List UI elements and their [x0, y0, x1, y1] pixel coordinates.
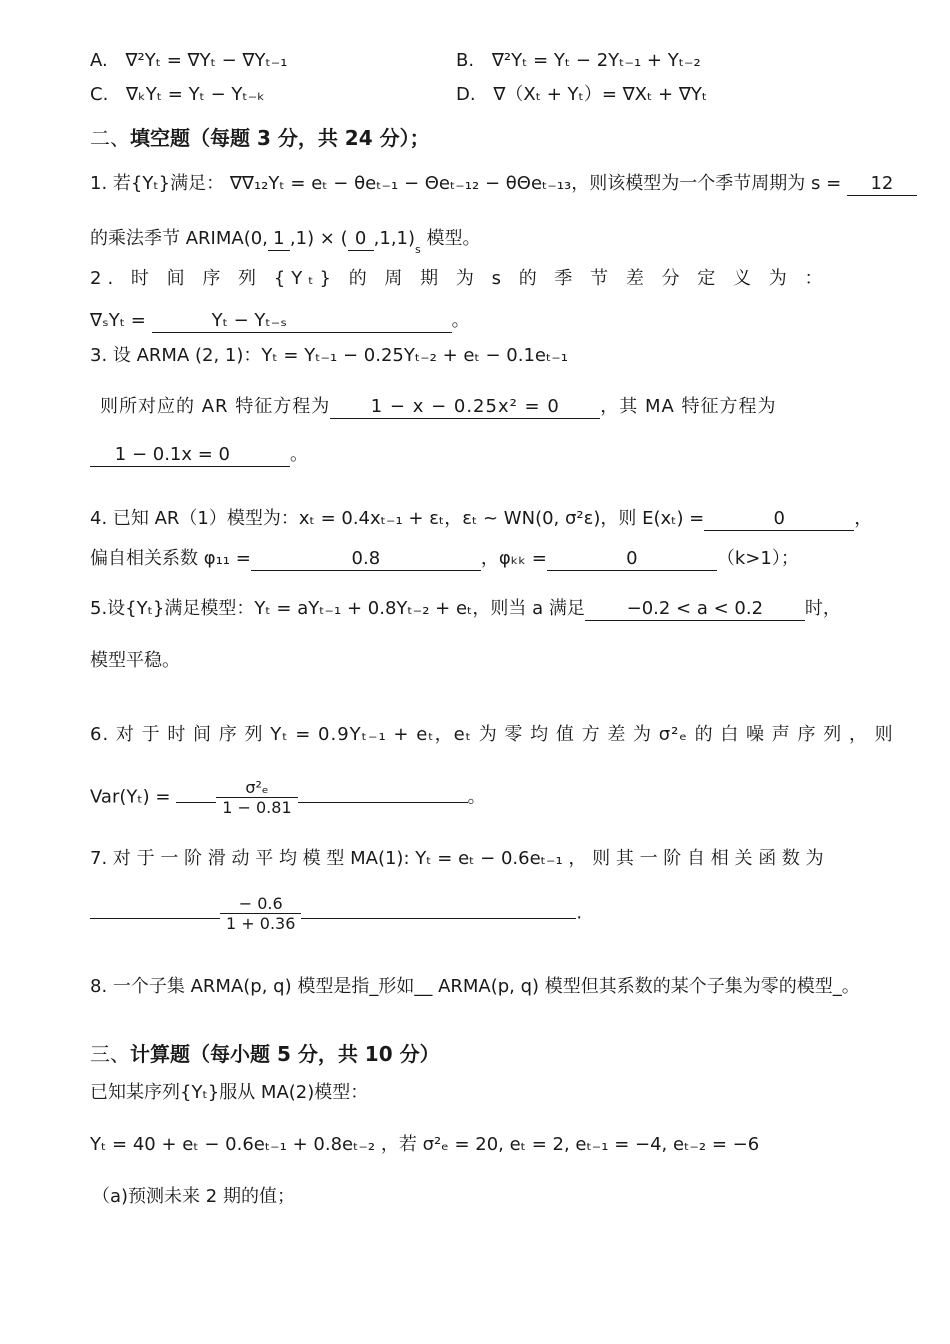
q3-line2-a: 则所对应的 AR 特征方程为 [100, 396, 331, 417]
option-d [456, 84, 707, 106]
q6-denominator: 1 − 0.81 [222, 798, 292, 818]
option-a-formula: ∇²Yₜ = ∇Yₜ − ∇Yₜ₋₁ [125, 50, 288, 71]
q2-lhs: ∇ₛYₜ = [90, 310, 152, 331]
q5-line1-b: 时， [804, 598, 841, 619]
q4-line2-b: ，φₖₖ = [480, 548, 547, 569]
question-1-line-1 [90, 173, 917, 196]
q2-end: 。 [451, 310, 470, 331]
q1-answer-s: 12 [847, 173, 917, 196]
q4-answer-phi11: 0.8 [251, 548, 481, 571]
q7-blank-left [90, 918, 220, 919]
q6-lhs: Var(Yₜ) = [90, 786, 171, 808]
q1-text-b: ，则该模型为一个季节周期为 s = [571, 173, 847, 194]
q1-series: {Yₜ} [130, 173, 171, 194]
q7-fraction [220, 894, 301, 933]
option-a-label: A. [90, 50, 108, 71]
calc-intro: 已知某序列{Yₜ}服从 MA(2)模型： [90, 1082, 369, 1103]
q5-line1-a: 5.设{Yₜ}满足模型：Yₜ = aYₜ₋₁ + 0.8Yₜ₋₂ + eₜ，则当 a 满足 [90, 598, 585, 619]
q2-answer: Yₜ − Yₜ₋ₛ [152, 310, 452, 333]
q6-numerator: σ²ₑ [216, 778, 297, 798]
option-a [90, 50, 287, 72]
q5-answer: −0.2 < a < 0.2 [585, 598, 805, 621]
q1-line2-a: 的乘法季节 ARIMA(0, [90, 228, 268, 249]
q7-denominator: 1 + 0.36 [226, 914, 296, 934]
question-2-line-1: 2. 时 间 序 列 {Yₜ} 的 周 期 为 s 的 季 节 差 分 定 义 为 ： [90, 268, 829, 289]
question-7-line-1: 7. 对 于 一 阶 滑 动 平 均 模 型 MA(1): Yₜ = eₜ − 0.6eₜ₋₁ ， 则 其 一 阶 自 相 关 函 数 为 [90, 848, 824, 869]
q7-blank-right [301, 918, 576, 919]
question-8: 8. 一个子集 ARMA(p, q) 模型是指_形如__ ARMA(p, q) 模型但其系数的某个子集为零的模型_。 [90, 976, 860, 997]
question-7-line-2 [90, 894, 582, 933]
q3-answer-ma: 1 − 0.1x = 0 [90, 444, 290, 467]
section-3-number: 三、 [90, 1042, 130, 1066]
q3-line2-b: ，其 MA 特征方程为 [600, 396, 777, 417]
question-2-line-2 [90, 310, 470, 333]
q1-seasonal-s: s [415, 243, 421, 256]
question-4-line-2 [90, 548, 799, 571]
q3-answer-ar: 1 − x − 0.25x² = 0 [330, 396, 600, 419]
q1-answer-d: 1 [268, 228, 290, 251]
q7-numerator: − 0.6 [220, 894, 301, 914]
q1-text-a: 满足： [170, 173, 225, 194]
q1-answer-P: 0 [348, 228, 374, 251]
option-d-formula: ∇（Xₜ + Yₜ）= ∇Xₜ + ∇Yₜ [493, 84, 708, 105]
option-b-formula: ∇²Yₜ = Yₜ − 2Yₜ₋₁ + Yₜ₋₂ [491, 50, 701, 71]
q4-answer-mean: 0 [704, 508, 854, 531]
q1-prefix: 1. 若 [90, 173, 131, 194]
section-2-number: 二、 [90, 126, 130, 150]
calc-formula: Yₜ = 40 + eₜ − 0.6eₜ₋₁ + 0.8eₜ₋₂ ，若 σ²ₑ = 20, eₜ = 2, eₜ₋₁ = −4, eₜ₋₂ = −6 [90, 1134, 760, 1155]
q1-formula: ∇∇₁₂Yₜ = eₜ − θeₜ₋₁ − Θeₜ₋₁₂ − θΘeₜ₋₁₃ [229, 173, 572, 194]
q4-line1-a: 4. 已知 AR（1）模型为：xₜ = 0.4xₜ₋₁ + εₜ，εₜ ~ WN(0, σ²ε)，则 E(xₜ) = [90, 508, 705, 529]
q4-line2-c: （k>1）； [716, 548, 799, 569]
option-d-label: D. [456, 84, 476, 105]
question-4-line-1: 4. 已知 AR（1）模型为：xₜ = 0.4xₜ₋₁ + εₜ，εₜ ~ WN(0, σ²ε)，则 E(xₜ) = 0 ， [90, 508, 873, 529]
q4-answer-phikk: 0 [547, 548, 717, 571]
q6-blank-right [298, 802, 468, 803]
q6-blank-left [176, 802, 216, 803]
q7-end: . [576, 902, 583, 924]
option-b [456, 50, 701, 72]
q4-line2-a: 偏自相关系数 φ₁₁ = [90, 548, 251, 569]
question-5-line-1 [90, 598, 841, 621]
q1-line2-b: ,1) × ( [289, 228, 348, 249]
question-6-line-1: 6. 对 于 时 间 序 列 Yₜ = 0.9Yₜ₋₁ + eₜ，eₜ 为 零 均 值 方 差 为 σ²ₑ 的 白 噪 声 序 列 ， 则 [90, 724, 894, 745]
question-3-line-1: 3. 设 ARMA (2, 1)：Yₜ = Yₜ₋₁ − 0.25Yₜ₋₂ + eₜ − 0.1eₜ₋₁ [90, 345, 569, 366]
option-c-formula: ∇ₖYₜ = Yₜ − Yₜ₋ₖ [126, 84, 265, 105]
q1-line2-c: ,1,1) [373, 228, 416, 249]
question-3-line-3 [90, 444, 308, 467]
q6-end: 。 [467, 786, 486, 808]
calc-part-a: （a)预测未来 2 期的值； [92, 1186, 295, 1207]
section-3-title: 计算题（每小题 5 分，共 10 分） [130, 1042, 440, 1066]
option-b-label: B. [456, 50, 475, 71]
question-5-line-2: 模型平稳。 [90, 650, 180, 671]
section-2-header [90, 126, 430, 150]
question-6-line-2 [90, 778, 486, 817]
option-c-label: C. [90, 84, 109, 105]
q3-end: 。 [290, 444, 308, 465]
section-2-title: 填空题（每题 3 分，共 24 分）； [130, 126, 430, 150]
q1-line2-d: 模型。 [420, 228, 481, 249]
option-c [90, 84, 265, 106]
section-3-header [90, 1042, 440, 1066]
q6-fraction [216, 778, 297, 817]
question-1-line-2 [90, 228, 481, 256]
question-3-line-2 [100, 396, 777, 419]
